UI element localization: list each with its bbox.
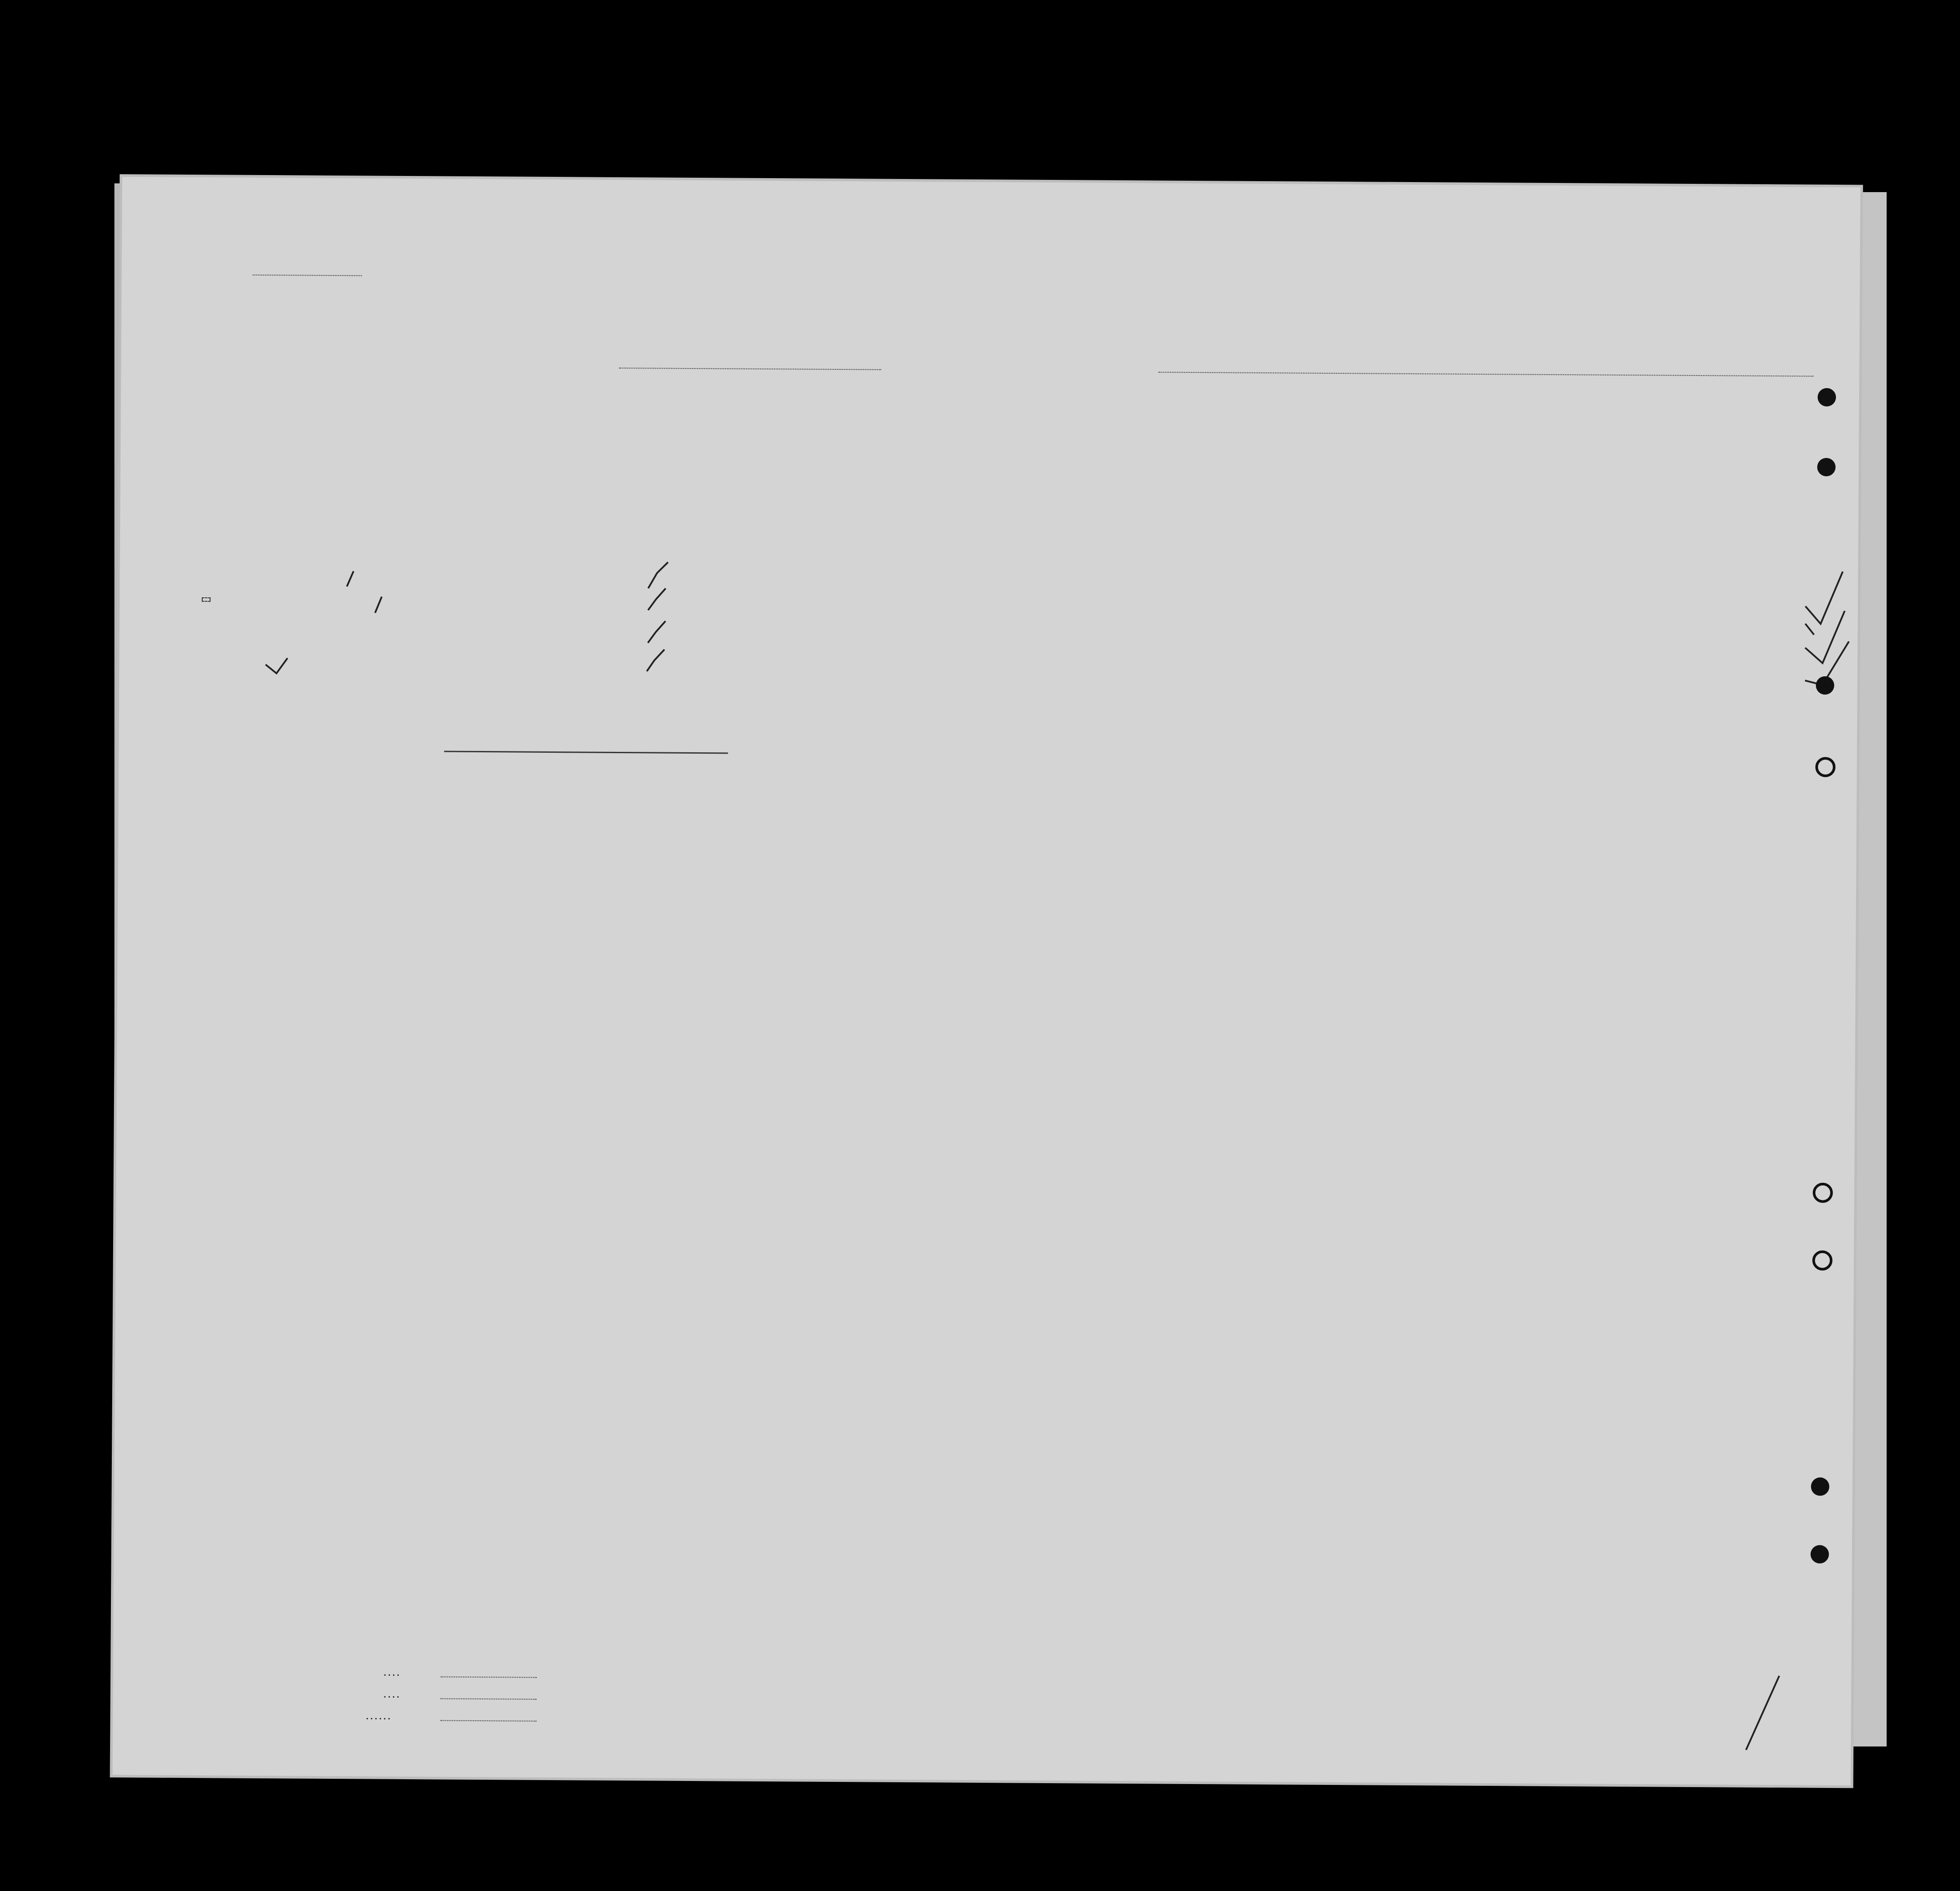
punch-hole-2 [1817,458,1836,476]
check-mark-family-1 [347,571,353,586]
manifest-sheet [113,177,1860,1785]
check-mark-res-3 [1805,611,1845,664]
hw-footer-stroke [1737,1671,1790,1759]
punch-hole-6 [1812,1250,1832,1271]
punch-hole-7 [1811,1478,1829,1496]
check-mark-age-3 [648,621,666,643]
footer-dots-3: . . . . . . [366,1712,390,1722]
check-mark-family-2 [375,597,382,613]
punch-hole-3 [1816,676,1834,695]
punch-hole-8 [1811,1545,1829,1564]
check-mark-age-2 [648,588,666,610]
footer-dots-1: . . . . [384,1668,400,1678]
punch-hole-4 [1815,757,1836,777]
check-mark-row-4 [266,658,287,673]
check-mark-res-1 [1805,572,1843,624]
punch-hole-1 [1818,388,1836,406]
punch-hole-5 [1813,1183,1833,1203]
check-mark-age-4 [647,649,664,671]
footer-dots-2: . . . . [383,1690,399,1700]
check-mark-res-2 [1805,624,1814,635]
check-mark-age-1 [648,562,668,588]
check-marks [113,177,1860,1785]
